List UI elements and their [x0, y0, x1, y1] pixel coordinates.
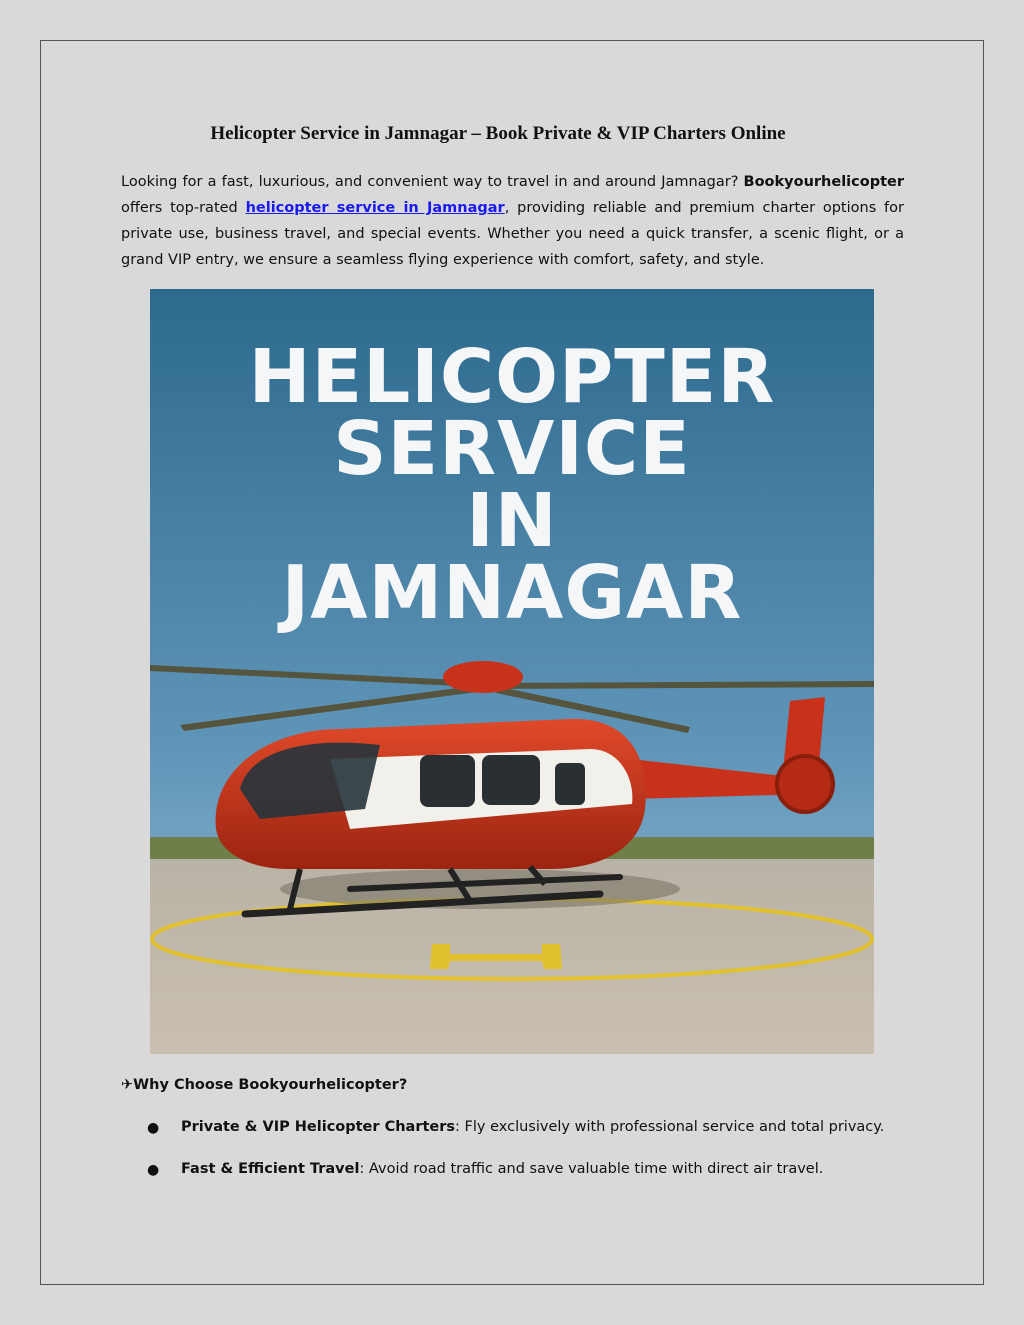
cabin-window-2 — [482, 755, 540, 805]
why-choose-heading — [121, 1077, 407, 1093]
benefit-text: : Fly exclusively with professional service and total privacy. — [455, 1119, 885, 1135]
benefits-list — [41, 1117, 941, 1201]
intro-text-2: offers top-rated — [121, 200, 246, 216]
hero-line-3: IN — [466, 478, 558, 564]
cabin-window-3 — [555, 763, 585, 805]
document-page — [40, 40, 984, 1285]
benefit-title: Private & VIP Helicopter Charters — [181, 1119, 456, 1135]
tail-rotor — [777, 756, 833, 812]
hero-line-4: JAMNAGAR — [281, 550, 743, 636]
hero-line-1: HELICOPTER — [248, 334, 776, 420]
list-item — [41, 1159, 941, 1180]
intro-text-3: , providing reliable and premium charter options for private use, business travel, and special events. Whether you need a quick transfer, a scenic flight, or a grand VIP entry, we ensure a seamless flying experience with comfort, safety, and style. — [121, 200, 904, 268]
benefit-title: Fast & Efficient Travel — [181, 1161, 360, 1177]
bullet-icon: ● — [147, 1120, 160, 1136]
brand-name: Bookyourhelicopter — [743, 174, 904, 190]
list-item — [41, 1117, 941, 1138]
document-title: Helicopter Service in Jamnagar – Book Private & VIP Charters Online — [210, 123, 786, 144]
intro-text-1: Looking for a fast, luxurious, and convenient way to travel in and around Jamnagar? — [121, 174, 744, 190]
hero-title — [150, 334, 874, 636]
cabin-window-1 — [420, 755, 475, 807]
benefit-text: : Avoid road traffic and save valuable time with direct air travel. — [359, 1161, 824, 1177]
rotor-hub — [443, 661, 523, 693]
bullet-icon: ● — [147, 1162, 160, 1178]
hero-line-2: SERVICE — [333, 406, 691, 492]
airplane-icon: ✈ — [121, 1077, 134, 1093]
intro-paragraph — [121, 169, 904, 273]
why-choose-label: Why Choose Bookyourhelicopter? — [133, 1077, 408, 1093]
helicopter-service-link[interactable]: helicopter service in Jamnagar — [245, 200, 505, 216]
hero-image — [150, 289, 874, 1054]
